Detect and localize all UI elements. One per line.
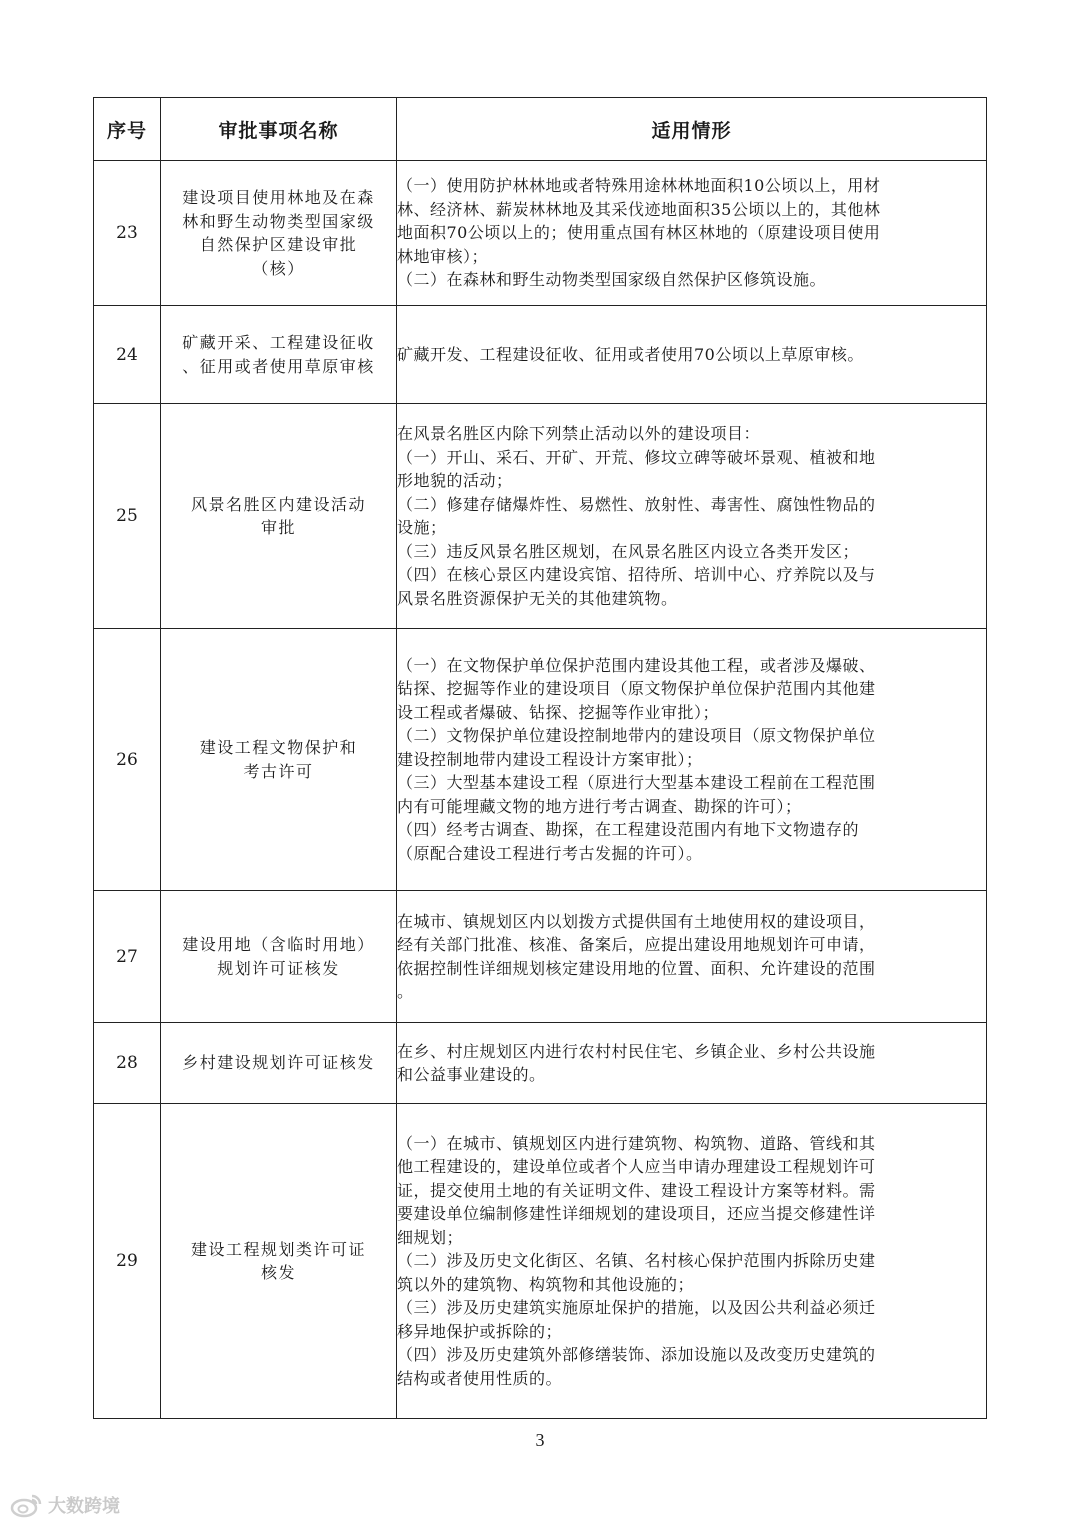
table-header-row [94, 98, 987, 161]
item-name-line: 建设工程规划类许可证 [190, 1239, 366, 1259]
table-row [94, 1104, 987, 1419]
case-text-line: 他工程建设的，建设单位或者个人应当申请办理建设工程规划许可 [397, 1157, 876, 1177]
item-name-line: 建设项目使用林地及在森 [182, 188, 375, 207]
case-text-line: （三）涉及历史建筑实施原址保护的措施，以及因公共利益必须迁 [397, 1298, 876, 1318]
table-row [94, 161, 987, 306]
row-applicable-cases [397, 306, 987, 404]
row-applicable-cases [397, 404, 987, 629]
row-applicable-cases [397, 1104, 987, 1419]
row-item-name [161, 1104, 397, 1419]
row-serial-no: 23 [94, 161, 161, 306]
row-serial-no: 28 [94, 1023, 161, 1104]
row-serial-no: 29 [94, 1104, 161, 1419]
case-text-line: 。 [397, 982, 414, 1001]
case-text-line: 设施； [397, 518, 447, 537]
case-text-line: （一）开山、采石、开矿、开荒、修坟立碑等破坏景观、植被和地 [397, 447, 876, 467]
case-text-line: （一）在文物保护单位保护范围内建设其他工程，或者涉及爆破、 [397, 655, 876, 675]
case-text-line: （二）文物保护单位建设控制地带内的建设项目（原文物保护单位 [397, 726, 876, 746]
case-text-line: 地面积70公顷以上的；使用重点国有林区林地的（原建设项目使用 [397, 223, 881, 243]
case-text-line: 结构或者使用性质的。 [397, 1368, 563, 1388]
row-serial-no: 24 [94, 306, 161, 404]
item-name-line: 乡村建设规划许可证核发 [182, 1053, 375, 1073]
case-text-line: 依据控制性详细规划核定建设用地的位置、面积、允许建设的范围 [397, 958, 876, 978]
case-text-line: 在风景名胜区内除下列禁止活动以外的建设项目： [397, 424, 761, 443]
item-name-line: 建设工程文物保护和 [199, 738, 358, 757]
case-text-line: （一）使用防护林林地或者特殊用途林林地面积10公顷以上，用材 [397, 176, 881, 196]
case-text-line: （三）大型基本建设工程（原进行大型基本建设工程前在工程范围 [397, 773, 876, 793]
item-name-line: 、征用或者使用草原审核 [182, 356, 375, 376]
case-text-line: （四）涉及历史建筑外部修缮装饰、添加设施以及改变历史建筑的 [397, 1345, 876, 1365]
case-text-line: （原配合建设工程进行考古发掘的许可）。 [397, 843, 703, 863]
case-text-line: 和公益事业建设的。 [397, 1065, 546, 1084]
table-row [94, 404, 987, 629]
case-text-line: （二）修建存储爆炸性、易燃性、放射性、毒害性、腐蚀性物品的 [397, 494, 876, 514]
case-text-line: （二）涉及历史文化街区、名镇、名村核心保护范围内拆除历史建 [397, 1251, 876, 1271]
table-row [94, 629, 987, 891]
page-number: 3 [535, 1430, 545, 1450]
row-applicable-cases [397, 161, 987, 306]
item-name-line: 风景名胜区内建设活动 [190, 494, 366, 514]
case-text-line: 在乡、村庄规划区内进行农村村民住宅、乡镇企业、乡村公共设施 [397, 1041, 876, 1061]
case-text-line: 证，提交使用土地的有关证明文件、建设工程设计方案等材料。需 [397, 1180, 876, 1200]
case-text-line: 设工程或者爆破、钻探、挖掘等作业审批）； [397, 702, 720, 722]
case-text-line: 要建设单位编制修建性详细规划的建设项目，还应当提交修建性详 [397, 1204, 876, 1224]
case-text-line: 筑以外的建筑物、构筑物和其他设施的； [397, 1274, 695, 1294]
watermark [10, 1492, 120, 1518]
item-name-line: （核） [252, 258, 305, 278]
case-text-line: 移异地保护或拆除的； [397, 1321, 563, 1341]
row-item-name [161, 306, 397, 404]
item-name-line: 考古许可 [243, 761, 314, 781]
row-applicable-cases [397, 891, 987, 1023]
case-text-line: 林地审核）； [397, 246, 489, 266]
case-text-line: （四）在核心景区内建设宾馆、招待所、培训中心、疗养院以及与 [397, 565, 876, 584]
watermark-text: 大数跨境 [48, 1496, 120, 1517]
case-text-line: （二）在森林和野生动物类型国家级自然保护区修筑设施。 [397, 270, 827, 290]
item-name-line: 核发 [260, 1263, 296, 1282]
header-serial-no: 序号 [94, 98, 161, 161]
row-serial-no: 25 [94, 404, 161, 629]
case-text-line: 形地貌的活动； [397, 471, 513, 490]
item-name-line: 自然保护区建设审批 [199, 235, 358, 254]
table-row [94, 891, 987, 1023]
row-item-name [161, 629, 397, 891]
header-item-name: 审批事项名称 [161, 98, 397, 161]
case-text-line: 矿藏开发、工程建设征收、征用或者使用70公顷以上草原审核。 [397, 344, 864, 364]
approval-items-table [93, 97, 987, 1419]
case-text-line: 经有关部门批准、核准、备案后，应提出建设用地规划许可申请， [397, 935, 876, 954]
row-serial-no: 26 [94, 629, 161, 891]
case-text-line: （一）在城市、镇规划区内进行建筑物、构筑物、道路、管线和其 [397, 1133, 876, 1153]
table-row [94, 306, 987, 404]
case-text-line: 在城市、镇规划区内以划拨方式提供国有土地使用权的建设项目， [397, 911, 876, 931]
item-name-line: 矿藏开采、工程建设征收 [182, 333, 375, 352]
item-name-line: 审批 [260, 518, 296, 537]
item-name-line: 建设用地（含临时用地） [182, 935, 375, 954]
row-applicable-cases [397, 629, 987, 891]
row-applicable-cases [397, 1023, 987, 1104]
row-item-name [161, 1023, 397, 1104]
case-text-line: 细规划； [397, 1227, 464, 1247]
row-item-name [161, 404, 397, 629]
weibo-logo-icon [10, 1492, 44, 1518]
table-row [94, 1023, 987, 1104]
row-item-name [161, 161, 397, 306]
item-name-line: 规划许可证核发 [217, 958, 340, 978]
case-text-line: 钻探、挖掘等作业的建设项目（原文物保护单位保护范围内其他建 [397, 679, 876, 699]
row-item-name [161, 891, 397, 1023]
table-body [94, 161, 987, 1419]
case-text-line: （四）经考古调查、勘探，在工程建设范围内有地下文物遗存的 [397, 820, 860, 840]
case-text-line: 风景名胜资源保护无关的其他建筑物。 [397, 588, 678, 608]
case-text-line: 建设控制地带内建设工程设计方案审批）； [397, 749, 703, 769]
case-text-line: （三）违反风景名胜区规划，在风景名胜区内设立各类开发区； [397, 541, 860, 561]
header-applicable-cases: 适用情形 [397, 98, 987, 161]
item-name-line: 林和野生动物类型国家级 [182, 211, 375, 231]
row-serial-no: 27 [94, 891, 161, 1023]
case-text-line: 林、经济林、薪炭林林地及其采伐迹地面积35公顷以上的，其他林 [397, 199, 881, 219]
case-text-line: 内有可能埋藏文物的地方进行考古调查、勘探的许可）； [397, 796, 802, 816]
